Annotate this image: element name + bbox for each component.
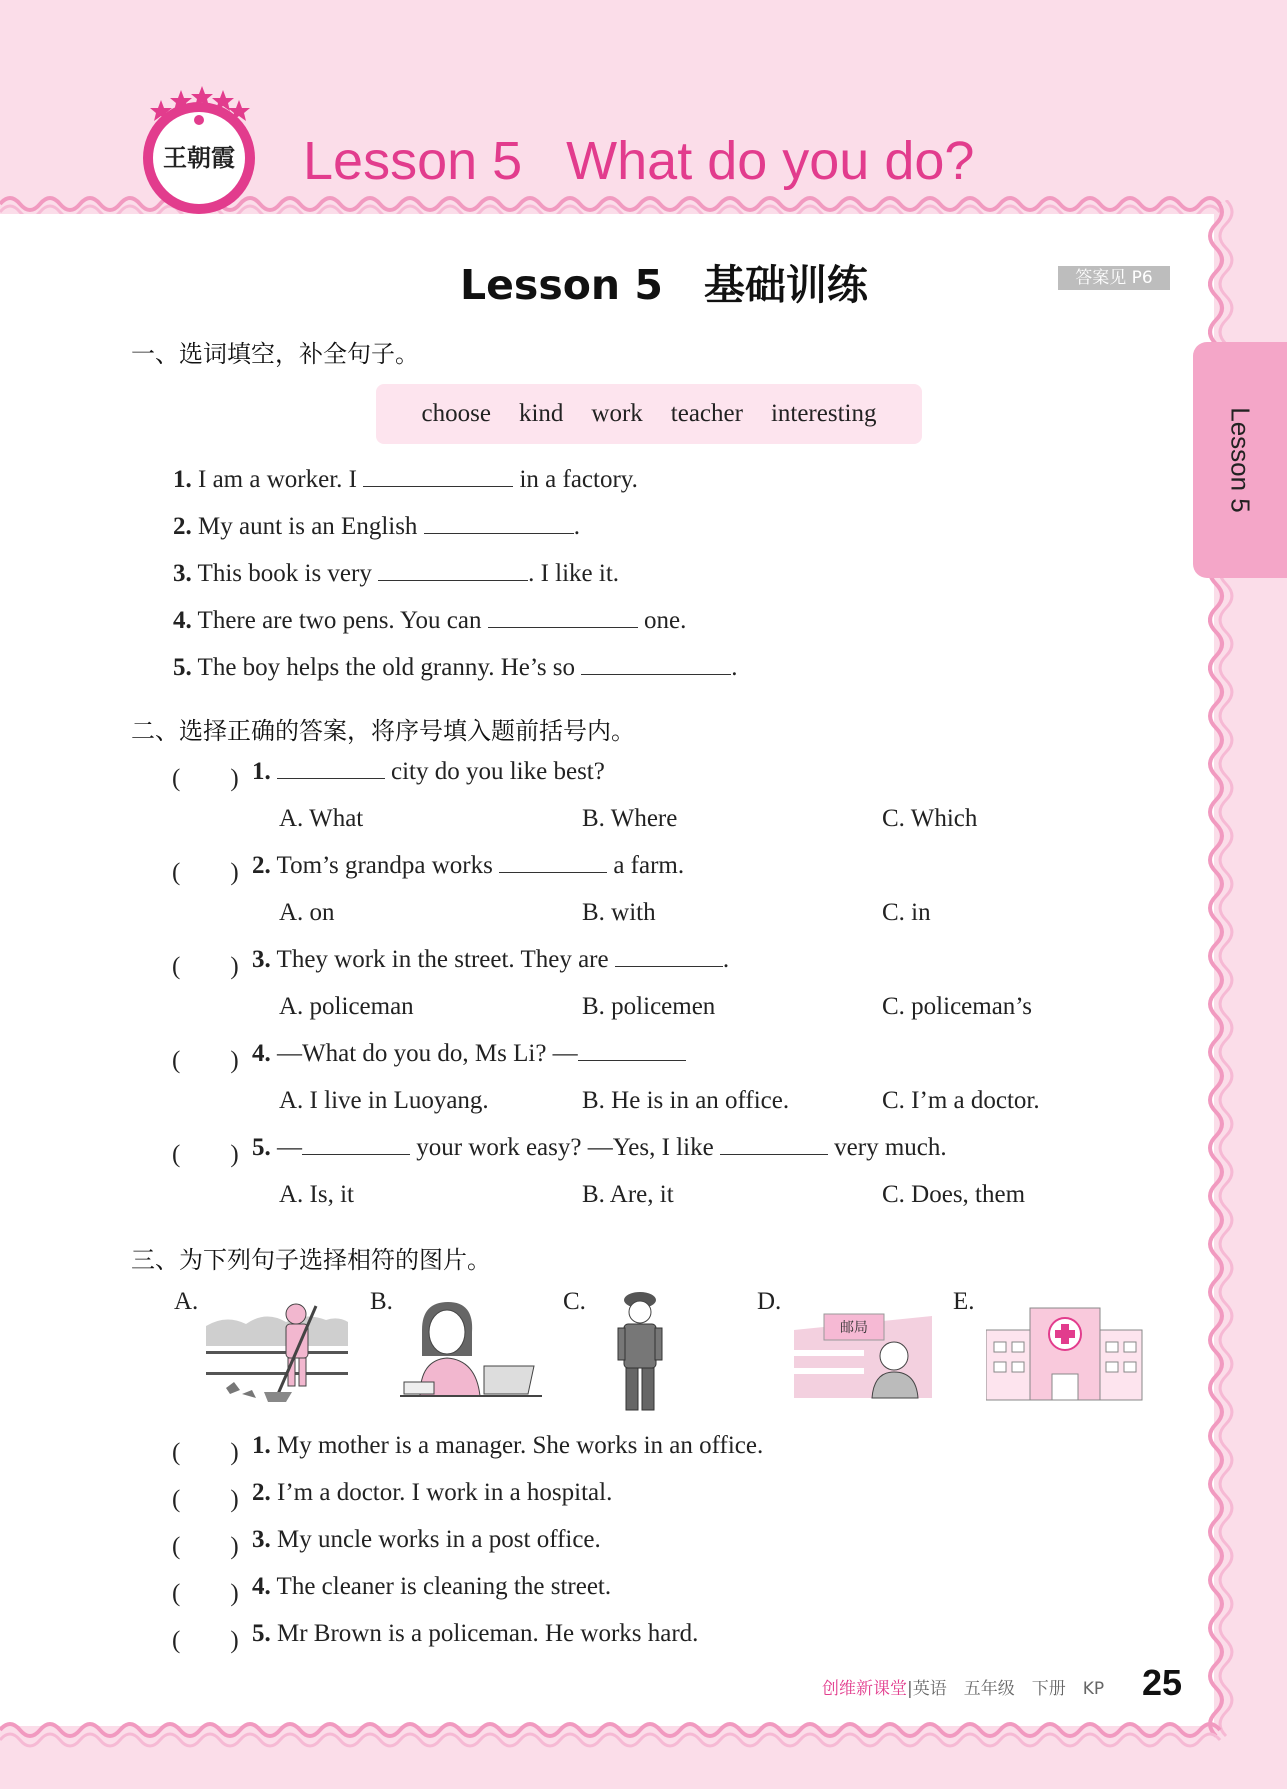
option-c[interactable]: C. I’m a doctor. <box>882 1087 1040 1114</box>
footer-separator: | <box>907 1679 913 1699</box>
answer-paren[interactable]: ( ) <box>172 765 239 792</box>
option-b[interactable]: B. policemen <box>582 993 716 1020</box>
logo-text: 王朝霞 <box>163 143 235 172</box>
post-office-sign: 邮局 <box>840 1320 868 1336</box>
answer-paren[interactable]: ( ) <box>172 1533 239 1560</box>
option-b[interactable]: B. Where <box>582 805 678 832</box>
match-question: 1. My mother is a manager. She works in an office. <box>252 1432 764 1459</box>
side-tab-label: Lesson 5 <box>1225 407 1256 513</box>
answer-blank[interactable] <box>378 560 528 581</box>
answer-paren[interactable]: ( ) <box>172 1486 239 1513</box>
brand-logo <box>136 86 262 216</box>
footer-book-info: 英语 五年级 下册 KP <box>912 1679 1105 1699</box>
option-a[interactable]: A. on <box>279 899 335 926</box>
answer-paren[interactable]: ( ) <box>172 859 239 886</box>
hospital-picture[interactable] <box>986 1304 1144 1404</box>
picture-label-e: E. <box>953 1288 975 1315</box>
choice-question: 2. Tom’s grandpa works a farm. <box>252 852 685 879</box>
answer-paren[interactable]: ( ) <box>172 1439 239 1466</box>
fill-in-question: 5. The boy helps the old granny. He’s so . <box>173 654 738 681</box>
answer-blank[interactable] <box>424 513 574 534</box>
answer-paren[interactable]: ( ) <box>172 1141 239 1168</box>
option-c[interactable]: C. in <box>882 899 931 926</box>
answer-blank[interactable] <box>615 946 723 967</box>
word-bank-item: interesting <box>770 400 877 427</box>
option-c[interactable]: C. Does, them <box>882 1181 1026 1208</box>
choice-question: 3. They work in the street. They are . <box>252 946 730 973</box>
match-question: 3. My uncle works in a post office. <box>252 1526 601 1553</box>
word-bank-item: work <box>591 400 643 427</box>
section3-heading: 三、为下列句子选择相符的图片。 <box>131 1246 491 1274</box>
option-a[interactable]: A. What <box>279 805 364 832</box>
option-c[interactable]: C. Which <box>882 805 978 832</box>
option-c[interactable]: C. policeman’s <box>882 993 1032 1020</box>
fill-in-question: 3. This book is very . I like it. <box>173 560 620 587</box>
choice-question: 5. — your work easy? —Yes, I like very much. <box>252 1134 947 1161</box>
bottom-wave-border <box>0 1720 1287 1750</box>
option-b[interactable]: B. Are, it <box>582 1181 674 1208</box>
word-bank <box>376 384 922 444</box>
option-b[interactable]: B. with <box>582 899 656 926</box>
section2-heading: 二、选择正确的答案，将序号填入题前括号内。 <box>131 717 635 745</box>
match-question: 5. Mr Brown is a policeman. He works hard. <box>252 1620 699 1647</box>
lesson-header-title <box>303 130 974 192</box>
answer-blank[interactable] <box>277 758 385 779</box>
picture-label-d: D. <box>757 1288 782 1315</box>
word-bank-item: kind <box>518 400 564 427</box>
answer-paren[interactable]: ( ) <box>172 1627 239 1654</box>
picture-label-a: A. <box>174 1288 199 1315</box>
choice-question: 4. —What do you do, Ms Li? — <box>252 1040 686 1068</box>
answer-paren[interactable]: ( ) <box>172 1580 239 1607</box>
page-number: 25 <box>1142 1662 1183 1703</box>
answer-paren[interactable]: ( ) <box>172 953 239 980</box>
answer-blank[interactable] <box>488 607 638 628</box>
option-b[interactable]: B. He is in an office. <box>582 1087 790 1114</box>
option-a[interactable]: A. Is, it <box>279 1181 354 1208</box>
answer-blank[interactable] <box>499 852 607 873</box>
match-question: 2. I’m a doctor. I work in a hospital. <box>252 1479 613 1506</box>
picture-label-b: B. <box>370 1288 393 1315</box>
word-bank-item: choose <box>421 400 491 427</box>
side-lesson-tab[interactable] <box>1193 342 1287 578</box>
picture-label-c: C. <box>563 1288 586 1315</box>
fill-in-question: 2. My aunt is an English . <box>173 513 580 540</box>
choice-question: 1. city do you like best? <box>252 758 605 785</box>
answer-blank[interactable] <box>720 1134 828 1155</box>
street-cleaner-picture[interactable] <box>206 1296 348 1404</box>
answer-blank[interactable] <box>363 466 513 487</box>
word-bank-item: teacher <box>670 400 743 427</box>
answer-blank[interactable] <box>581 654 731 675</box>
answer-blank[interactable] <box>578 1040 686 1061</box>
answer-blank[interactable] <box>302 1134 410 1155</box>
footer-series-info <box>822 1674 1104 1699</box>
footer-brand: 创维新课堂 <box>822 1679 907 1699</box>
post-office-picture[interactable] <box>794 1310 932 1400</box>
policeman-picture[interactable] <box>610 1290 670 1416</box>
fill-in-question: 1. I am a worker. I in a factory. <box>173 466 638 493</box>
option-a[interactable]: A. I live in Luoyang. <box>279 1087 489 1114</box>
section1-heading: 一、选词填空，补全句子。 <box>131 340 419 368</box>
header-title-right: What do you do? <box>566 131 975 191</box>
header-title-left: Lesson 5 <box>303 131 523 191</box>
answer-reference-badge: 答案见 P6 <box>1058 266 1170 290</box>
office-manager-picture[interactable] <box>400 1296 542 1404</box>
option-a[interactable]: A. policeman <box>279 993 414 1020</box>
match-question: 4. The cleaner is cleaning the street. <box>252 1573 612 1600</box>
fill-in-question: 4. There are two pens. You can one. <box>173 607 687 634</box>
page-title: Lesson 5 基础训练 <box>460 261 868 309</box>
answer-paren[interactable]: ( ) <box>172 1047 239 1074</box>
